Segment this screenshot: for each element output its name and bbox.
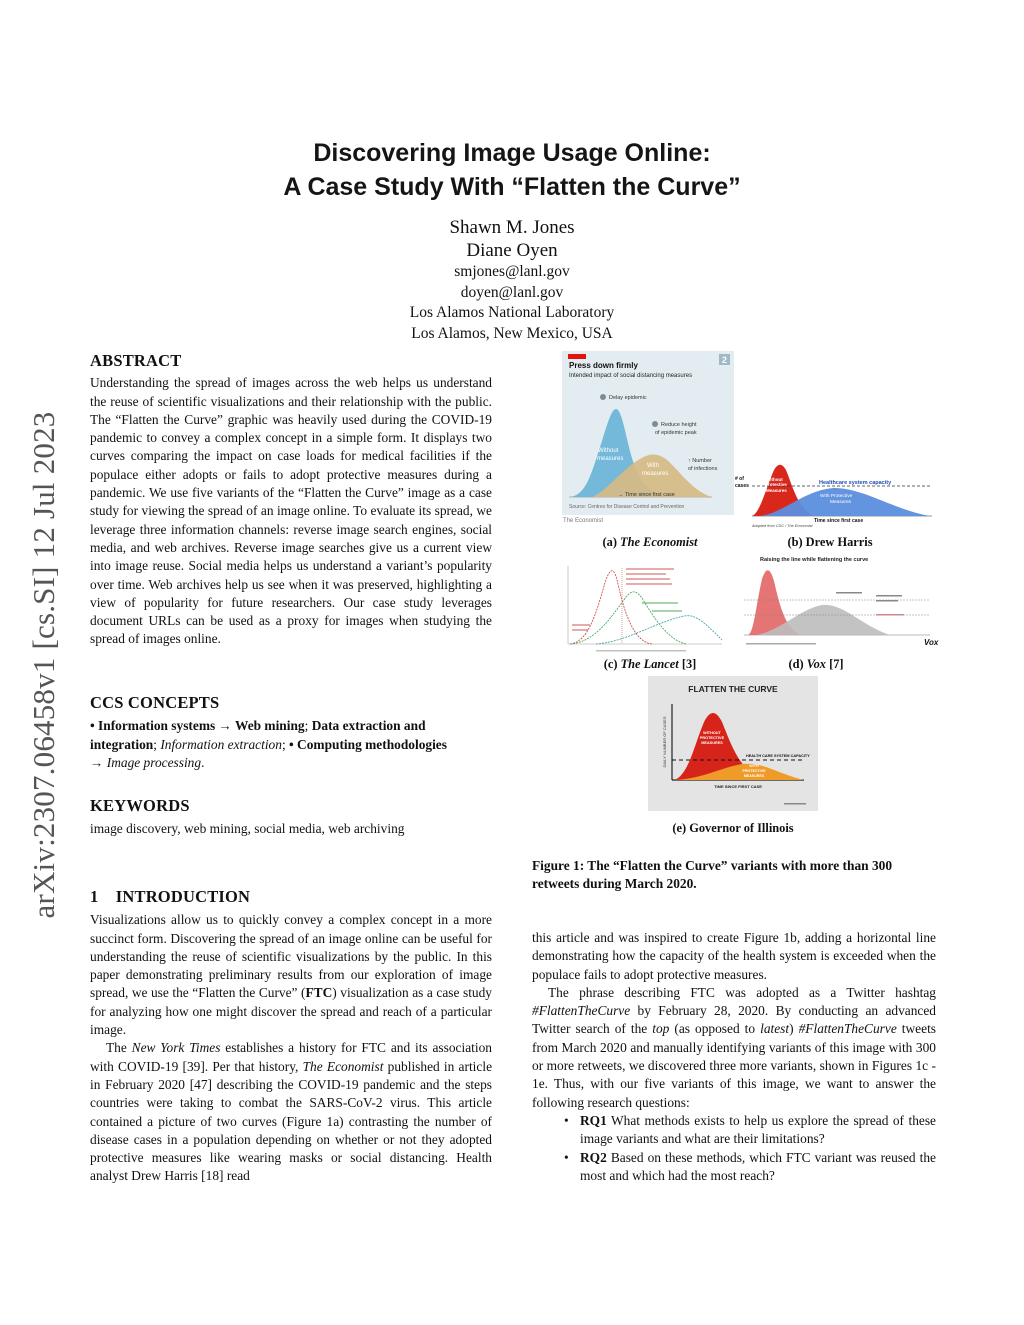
text-run: (a) xyxy=(602,535,621,549)
text-run: [3] xyxy=(678,657,697,671)
text-run: establishes a history for FTC and its association with COVID-19 [39]. Per that history, xyxy=(90,1040,492,1074)
ccs-text xyxy=(90,717,492,772)
text-run: [7] xyxy=(825,657,844,671)
text-run: The xyxy=(106,1040,132,1056)
fig-e-background xyxy=(648,676,818,811)
fig-d-annotation xyxy=(876,600,898,602)
rq-text: Based on these methods, which FTC variant was reused the most and which had the most reach? xyxy=(580,1149,936,1183)
fig-a-marker-2 xyxy=(652,421,658,427)
fig-a-badge: 2 xyxy=(721,355,728,365)
ccs-term: • Computing methodologies xyxy=(289,736,447,752)
fig-b-without-label-1: Without xyxy=(766,477,783,482)
text-run: New York Times xyxy=(131,1040,221,1056)
figure-d-vox xyxy=(740,555,939,651)
fig-c-legend-line xyxy=(626,583,672,585)
fig-c-legend-line xyxy=(652,610,682,612)
fig-c-legend-line xyxy=(626,573,666,575)
fig-e-ylabel: DAILY NUMBER OF CASES xyxy=(662,716,667,768)
keywords-text: image discovery, web mining, social media, web archiving xyxy=(90,821,405,837)
subcaption-a xyxy=(560,535,740,550)
figure-b-drew-harris xyxy=(734,458,934,528)
figure-c-lancet xyxy=(556,562,728,654)
fig-a-delay-label: Delay epidemic xyxy=(609,395,647,401)
research-question-1 xyxy=(532,1112,936,1149)
text-run: top xyxy=(652,1021,670,1037)
abstract-text: Understanding the spread of images across the web helps us understand the reuse of scientific visualizations and their relationship with the public. The “Flatten the Curve” graphic was heavily used during the COVID-19 pandemic to convey a complex concept in a simple form. It displays two curves comparing the impact on case loads for medical facilities if the populace either adopts or fails to adopt protective measures during a pandemic. We use five variants of the “Flatten the Curve” image as a case study for viewing the spread of an image online. To evaluate its spread, we leverage three information channels: reverse image search engines, social media, and web archives. Reverse image searches give us a current view into image reuse. Social media helps us understand a variant’s popularity over time. Web archives help us see when it was preserved, highlighting a view of popularity for future researchers. Our case study leverages document URLs can be used as a proxy for images when studying the spread of images online. xyxy=(90,375,492,647)
fig-c-legend-line xyxy=(626,578,670,580)
intro-paragraph-2 xyxy=(90,1039,492,1185)
fig-a-without-label-2: measures xyxy=(597,456,624,462)
fig-c-legend-line xyxy=(626,568,674,570)
fig-a-with-label-2: measures xyxy=(642,471,669,477)
right-column-text xyxy=(532,929,936,1185)
fig-a-number-label-1: ↑ Number xyxy=(688,458,712,464)
text-run: Visualizations allow us to quickly convey a complex concept in a more succinct form. Discovering the spread of an image online can be useful for understanding the reuse of scientific visualizations by the public. In this paper demonstrating preliminary results from our exploration of image spread, we use the “Flatten the Curve” ( xyxy=(90,912,492,1001)
arxiv-stamp xyxy=(24,380,64,950)
figure-1-caption: Figure 1: The “Flatten the Curve” variants with more than 300 retweets during March 2020. xyxy=(532,858,893,891)
fig-b-with-label-2: Measures xyxy=(830,500,852,505)
text-run: #FlattenTheCurve xyxy=(798,1021,897,1037)
fig-a-number-label-2: of infections xyxy=(688,466,718,472)
fig-b-with-label-1: With Protective xyxy=(820,494,853,499)
text-run: ) xyxy=(789,1021,799,1037)
author-block xyxy=(0,216,1024,344)
ccs-sep: . xyxy=(201,754,205,770)
fig-a-without-label-1: Without xyxy=(598,448,619,454)
arxiv-id: arXiv:2307.06458v1 [cs.SI] 12 Jul 2023 xyxy=(26,411,61,919)
ccs-sep: ; xyxy=(153,736,161,752)
fig-c-x-label xyxy=(596,650,686,652)
title-line-2: A Case Study With “Flatten the Curve” xyxy=(283,173,741,201)
text-run: (d) xyxy=(788,657,807,671)
fig-a-reduce-label-2: of epidemic peak xyxy=(655,430,697,436)
ccs-section xyxy=(90,694,492,772)
fig-a-heading: Press down firmly xyxy=(569,361,638,370)
ccs-term: Information extraction xyxy=(160,736,282,752)
fig-b-time-label: Time since first case xyxy=(814,518,864,524)
text-run: published in article in February 2020 [47] describing the COVID-19 pandemic and the steps countries were taking to combat the SARS-CoV-2 virus. This article contained a picture of two curves (Figure 1a) contrasting the number of disease cases in a population depending on whether or not they adopted protective measures like wearing masks or social distancing. Health analyst Drew Harris [18] read xyxy=(90,1058,493,1184)
ccs-heading: CCS CONCEPTS xyxy=(90,693,220,712)
affiliation-line: Los Alamos National Laboratory xyxy=(409,304,615,321)
rq-label: RQ1 xyxy=(580,1112,607,1128)
research-questions xyxy=(532,1112,936,1185)
text-run: The Lancet xyxy=(620,657,679,671)
abstract-section xyxy=(90,352,492,649)
text-run: FTC xyxy=(305,985,333,1001)
author-name: Diane Oyen xyxy=(466,240,558,261)
bullet: • xyxy=(564,1112,569,1128)
text-run: The Economist xyxy=(302,1058,384,1074)
fig-c-legend-line xyxy=(572,624,590,626)
fig-c-curve-red xyxy=(570,571,652,644)
fig-a-marker-1 xyxy=(600,394,606,400)
fig-e-with-label-2: PROTECTIVE xyxy=(742,769,766,773)
intro-paragraph-1 xyxy=(90,911,492,1039)
ccs-sep: ; xyxy=(304,718,312,734)
author-email: doyen@lanl.gov xyxy=(460,283,564,301)
fig-c-legend-line xyxy=(642,602,678,604)
ccs-term: → Image processing xyxy=(90,754,202,770)
subcaption-d xyxy=(726,657,906,672)
figure-a-economist xyxy=(562,351,734,523)
text-run: The phrase describing FTC was adopted as a Twitter hashtag xyxy=(548,984,936,1000)
keywords-heading: KEYWORDS xyxy=(90,796,190,815)
text-run: latest xyxy=(760,1021,790,1037)
research-question-2 xyxy=(532,1149,936,1186)
title-line-1: Discovering Image Usage Online: xyxy=(313,139,711,167)
right-paragraph-1: this article and was inspired to create Figure 1b, adding a horizontal line demonstrating how the capacity of the health system is exceeded when the populace fails to adopt protective measures. xyxy=(532,930,936,982)
fig-a-time-label: → Time since first case xyxy=(618,492,675,498)
text-run: Vox xyxy=(806,657,826,671)
rq-label: RQ2 xyxy=(580,1149,607,1165)
text-run: tweets from March 2020 and manually identifying variants of this image with 300 or more retweets, we discovered three more variants, shown in Figures 1c - 1e. Thus, with our five variants of this image, we want to answer the following research questions: xyxy=(532,1021,937,1110)
author-email: smjones@lanl.gov xyxy=(454,263,570,280)
fig-a-subheading: Intended impact of social distancing measures xyxy=(569,373,693,379)
fig-e-title: FLATTEN THE CURVE xyxy=(688,684,778,694)
fig-e-without-label-3: MEASURES xyxy=(701,741,723,745)
fig-a-reduce-label-1: Reduce height xyxy=(661,422,697,428)
introduction-section xyxy=(90,888,492,1186)
fig-b-ylabel-2: cases xyxy=(735,483,749,489)
fig-c-curve-teal xyxy=(596,616,722,644)
fig-d-brand: Vox xyxy=(924,638,939,647)
ccs-term: • Information systems → Web mining xyxy=(90,718,305,734)
fig-a-brand: The Economist xyxy=(563,518,604,524)
fig-b-capacity-label: Healthcare system capacity xyxy=(819,480,892,486)
fig-e-with-label-1: WITH xyxy=(749,764,759,768)
ccs-sep: ; xyxy=(281,736,290,752)
fig-e-without-label-2: PROTECTIVE xyxy=(699,736,725,740)
text-run: #FlattenTheCurve xyxy=(532,1003,631,1019)
subcaption-e: (e) Governor of Illinois xyxy=(672,821,794,835)
fig-b-without-label-3: Measures xyxy=(766,488,787,493)
text-run: The Economist xyxy=(620,535,698,549)
text-run: (as opposed to xyxy=(669,1021,761,1037)
text-run: ) visualization as a case study for analyzing how one might discover the spread and reach of a particular image. xyxy=(90,985,492,1038)
text-run: by February 28, 2020. By conducting an advanced Twitter search of the xyxy=(532,1003,936,1037)
right-paragraph-2 xyxy=(532,984,936,1112)
bullet: • xyxy=(564,1149,569,1165)
paper-title xyxy=(0,136,1024,204)
text-run: (c) xyxy=(603,657,621,671)
fig-e-time-label: TIME SINCE FIRST CASE xyxy=(714,784,762,789)
fig-e-capacity-label: HEALTH CARE SYSTEM CAPACITY xyxy=(746,754,810,758)
fig-b-adapted: Adapted from CDC / The Economist xyxy=(752,524,813,528)
economist-red-tag xyxy=(568,354,586,359)
fig-d-annotation xyxy=(876,595,902,597)
fig-e-without-label-1: WITHOUT xyxy=(703,731,721,735)
fig-e-credit xyxy=(784,803,806,805)
fig-b-without-label-2: Protective xyxy=(765,482,787,487)
keywords-section xyxy=(90,797,492,839)
fig-a-source: Source: Centres for Disease Control and Prevention xyxy=(569,504,685,510)
fig-d-annotation xyxy=(836,592,862,594)
ccs-term: Data extraction and integration xyxy=(90,718,426,752)
rq-text: What methods exists to help us explore the spread of these image variants and what are their limitations? xyxy=(580,1112,936,1147)
subcaption-c xyxy=(560,657,740,672)
fig-e-with-label-3: MEASURES xyxy=(743,774,765,778)
abstract-heading: ABSTRACT xyxy=(90,351,182,370)
intro-heading: 1 INTRODUCTION xyxy=(90,887,251,906)
figure-e-illinois xyxy=(648,676,818,811)
affiliation-line: Los Alamos, New Mexico, USA xyxy=(411,324,613,342)
fig-d-annotation xyxy=(876,614,904,616)
subcaption-b: (b) Drew Harris xyxy=(787,535,873,549)
fig-c-legend-line xyxy=(572,629,588,631)
author-name: Shawn M. Jones xyxy=(449,217,575,238)
fig-b-ylabel-1: # of xyxy=(735,476,744,482)
fig-a-with-label-1: With xyxy=(647,463,659,469)
fig-d-footnote xyxy=(746,643,816,645)
fig-d-title: Raising the line while flattening the curve xyxy=(760,557,869,563)
